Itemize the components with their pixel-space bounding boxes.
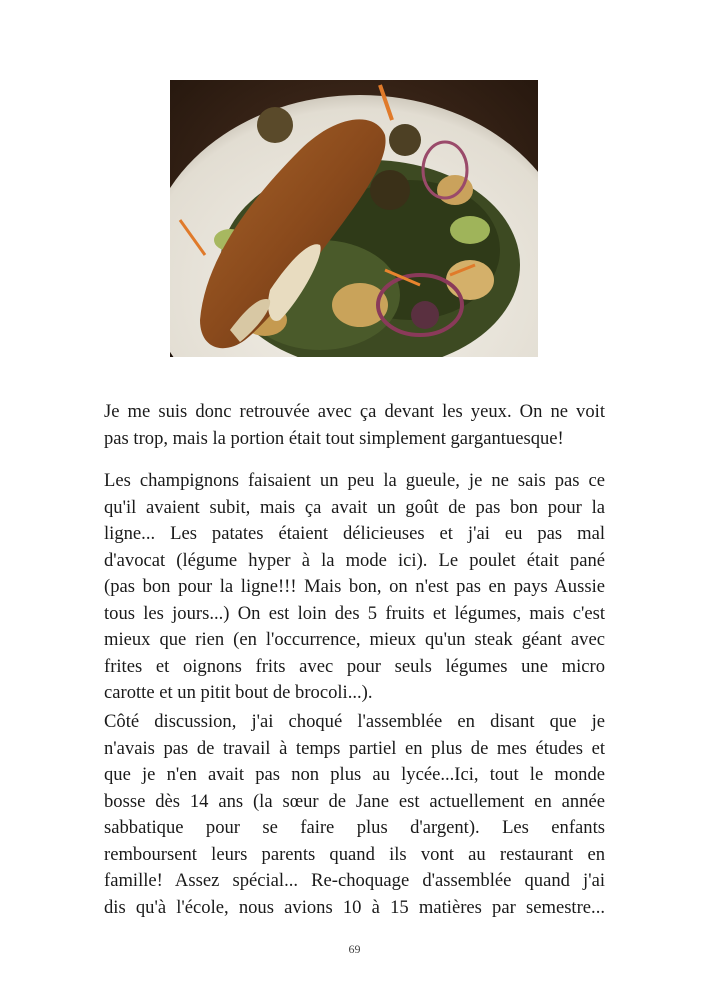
paragraph-3 <box>104 709 605 921</box>
text-line: dis qu'à l'école, nous avions 10 à 15 matières par semestre... <box>104 896 605 918</box>
text-line: qu'il avaient subit, mais ça avait un goût de pas bon pour la <box>104 496 605 518</box>
text-line: Les champignons faisaient un peu la gueule, je ne sais pas ce <box>104 470 605 491</box>
text-line: Côté discussion, j'ai choqué l'assemblée en disant que je <box>104 711 605 732</box>
food-photo-drawing <box>170 80 538 357</box>
text-line: pas trop, mais la portion était tout simplement gargantuesque! <box>104 427 564 449</box>
text-line: mieux que rien (en l'occurrence, mieux qu'un steak géant avec <box>104 629 605 650</box>
text-line: (pas bon pour la ligne!!! Mais bon, on n'est pas en pays Aussie <box>104 576 605 597</box>
text-line: que je n'en avait pas non plus au lycée...Ici, tout le monde <box>104 764 605 785</box>
text-line: remboursent leurs parents quand ils vont au restaurant en <box>104 843 605 865</box>
page-number: 69 <box>348 942 361 956</box>
text-line: tous les jours...) On est loin des 5 fruits et légumes, mais c'est <box>104 602 605 624</box>
text-line: famille! Assez spécial... Re-choquage d'assemblée quand j'ai <box>104 870 605 891</box>
paragraph-2 <box>104 468 605 707</box>
text-line: sabbatique pour se faire plus d'argent). Les enfants <box>104 817 605 838</box>
text-line: ligne... Les patates étaient délicieuses et j'ai eu pas mal <box>104 523 605 544</box>
text-line: n'avais pas de travail à temps partiel en plus de mes études et <box>104 737 605 759</box>
paragraph-1 <box>104 399 605 452</box>
food-photo <box>170 80 538 357</box>
text-line: d'avocat (légume hyper à la mode ici). Le poulet était pané <box>104 549 605 571</box>
text-line: carotte et un pitit bout de brocoli...). <box>104 682 373 703</box>
text-line: frites et oignons frits avec pour seuls légumes une micro <box>104 655 605 677</box>
text-line: Je me suis donc retrouvée avec ça devant les yeux. On ne voit <box>104 401 605 422</box>
text-line: bosse dès 14 ans (la sœur de Jane est actuellement en année <box>104 790 605 812</box>
